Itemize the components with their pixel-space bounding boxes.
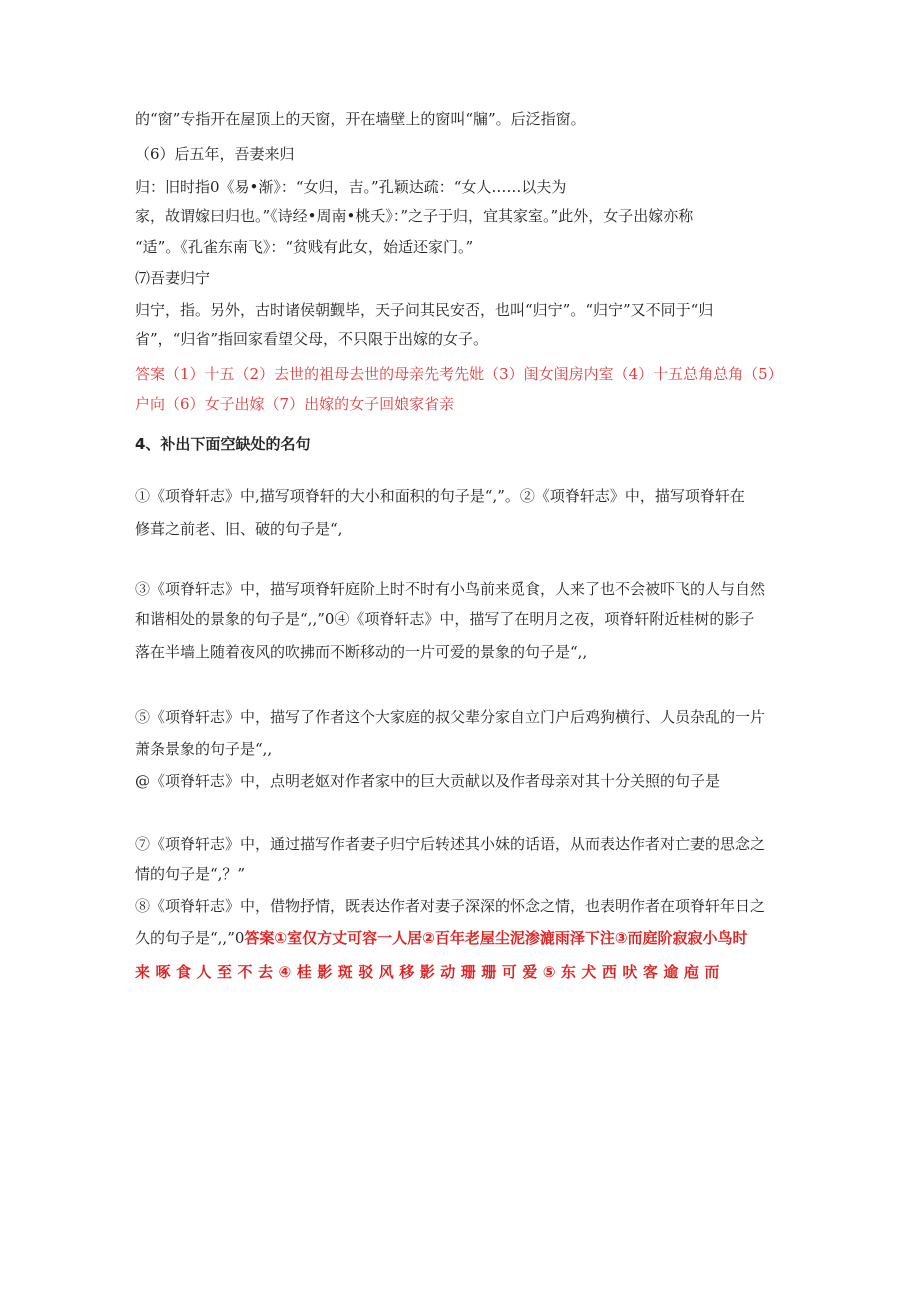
text-line: ⑧《项脊轩志》中，借物抒情，既表达作者对妻子深深的怀念之情，也表明作者在项脊轩年日之 [135, 897, 766, 915]
text-line: （6）后五年，吾妻来归 [135, 145, 295, 163]
text-line: 修葺之前老、旧、破的句子是“, [135, 520, 343, 538]
text-line: 省”，“归省”指回家看望父母，不只限于出嫁的女子。 [135, 330, 489, 348]
answer-text: 答案①室仅方丈可容一人居②百年老屋尘泥渗漉雨泽下注③而庭阶寂寂小鸟时 [244, 929, 748, 947]
question-tail: 久的句子是“,,”0 [135, 929, 245, 947]
answer-line: 户向（6）女子出嫁（7）出嫁的女子回娘家省亲 [135, 395, 455, 413]
text-line: 萧条景象的句子是“,, [135, 740, 273, 758]
text-line [135, 928, 787, 948]
text-line: 的“窗”专指开在屋顶上的天窗，开在墙壁上的窗叫“牖”。后泛指窗。 [135, 110, 586, 128]
text-line: ③《项脊轩志》中，描写项脊轩庭阶上时不时有小鸟前来觅食，人来了也不会被吓飞的人与自然 [135, 580, 766, 598]
text-line: “适”。《孔雀东南飞》：“贫贱有此女，始适还家门。” [135, 238, 474, 256]
text-line: ⑦《项脊轩志》中，通过描写作者妻子归宁后转述其小妹的话语，从而表达作者对亡妻的思念之 [135, 835, 766, 853]
text-line: 归：旧时指0《易•渐》：“女归，吉。”孔颖达疏：“女人……以夫为 [135, 178, 567, 196]
text-line: 落在半墙上随着夜风的吹拂而不断移动的一片可爱的景象的句子是“,, [135, 643, 588, 661]
text-line: @《项脊轩志》中，点明老妪对作者家中的巨大贡献以及作者母亲对其十分关照的句子是 [135, 772, 721, 790]
section-heading: 4、补出下面空缺处的名句 [135, 435, 311, 453]
text-line: ⑤《项脊轩志》中，描写了作者这个大家庭的叔父辈分家自立门户后鸡狗横行、人员杂乱的一片 [135, 708, 766, 726]
text-line: ①《项脊轩志》中,描写项脊轩的大小和面积的句子是“,”。②《项脊轩志》中，描写项脊轩在 [135, 487, 745, 505]
text-line: 归宁，指。另外，古时诸侯朝觐毕，天子问其民安否，也叫“归宁”。“归宁”又不同于“归 [135, 301, 714, 319]
answer-line: 来啄食人至不去④桂影斑驳风移影动珊珊可爱⑤东犬西吠客逾庖而 [135, 963, 725, 981]
answer-line: 答案（1）十五（2）去世的祖母去世的母亲先考先妣（3）闺女闺房内室（4）十五总角总角（5） [135, 365, 783, 383]
text-line: ⑺吾妻归宁 [135, 269, 211, 287]
text-line: 和谐相处的景象的句子是“,,”0④《项脊轩志》中，描写了在明月之夜，项脊轩附近桂树的影子 [135, 610, 755, 628]
text-line: 家，故谓嫁曰归也。”《诗经•周南•桃夭》：”之子于归，宜其家室。”此外，女子出嫁亦称 [135, 207, 694, 225]
text-line: 情的句子是“,？” [135, 865, 246, 883]
